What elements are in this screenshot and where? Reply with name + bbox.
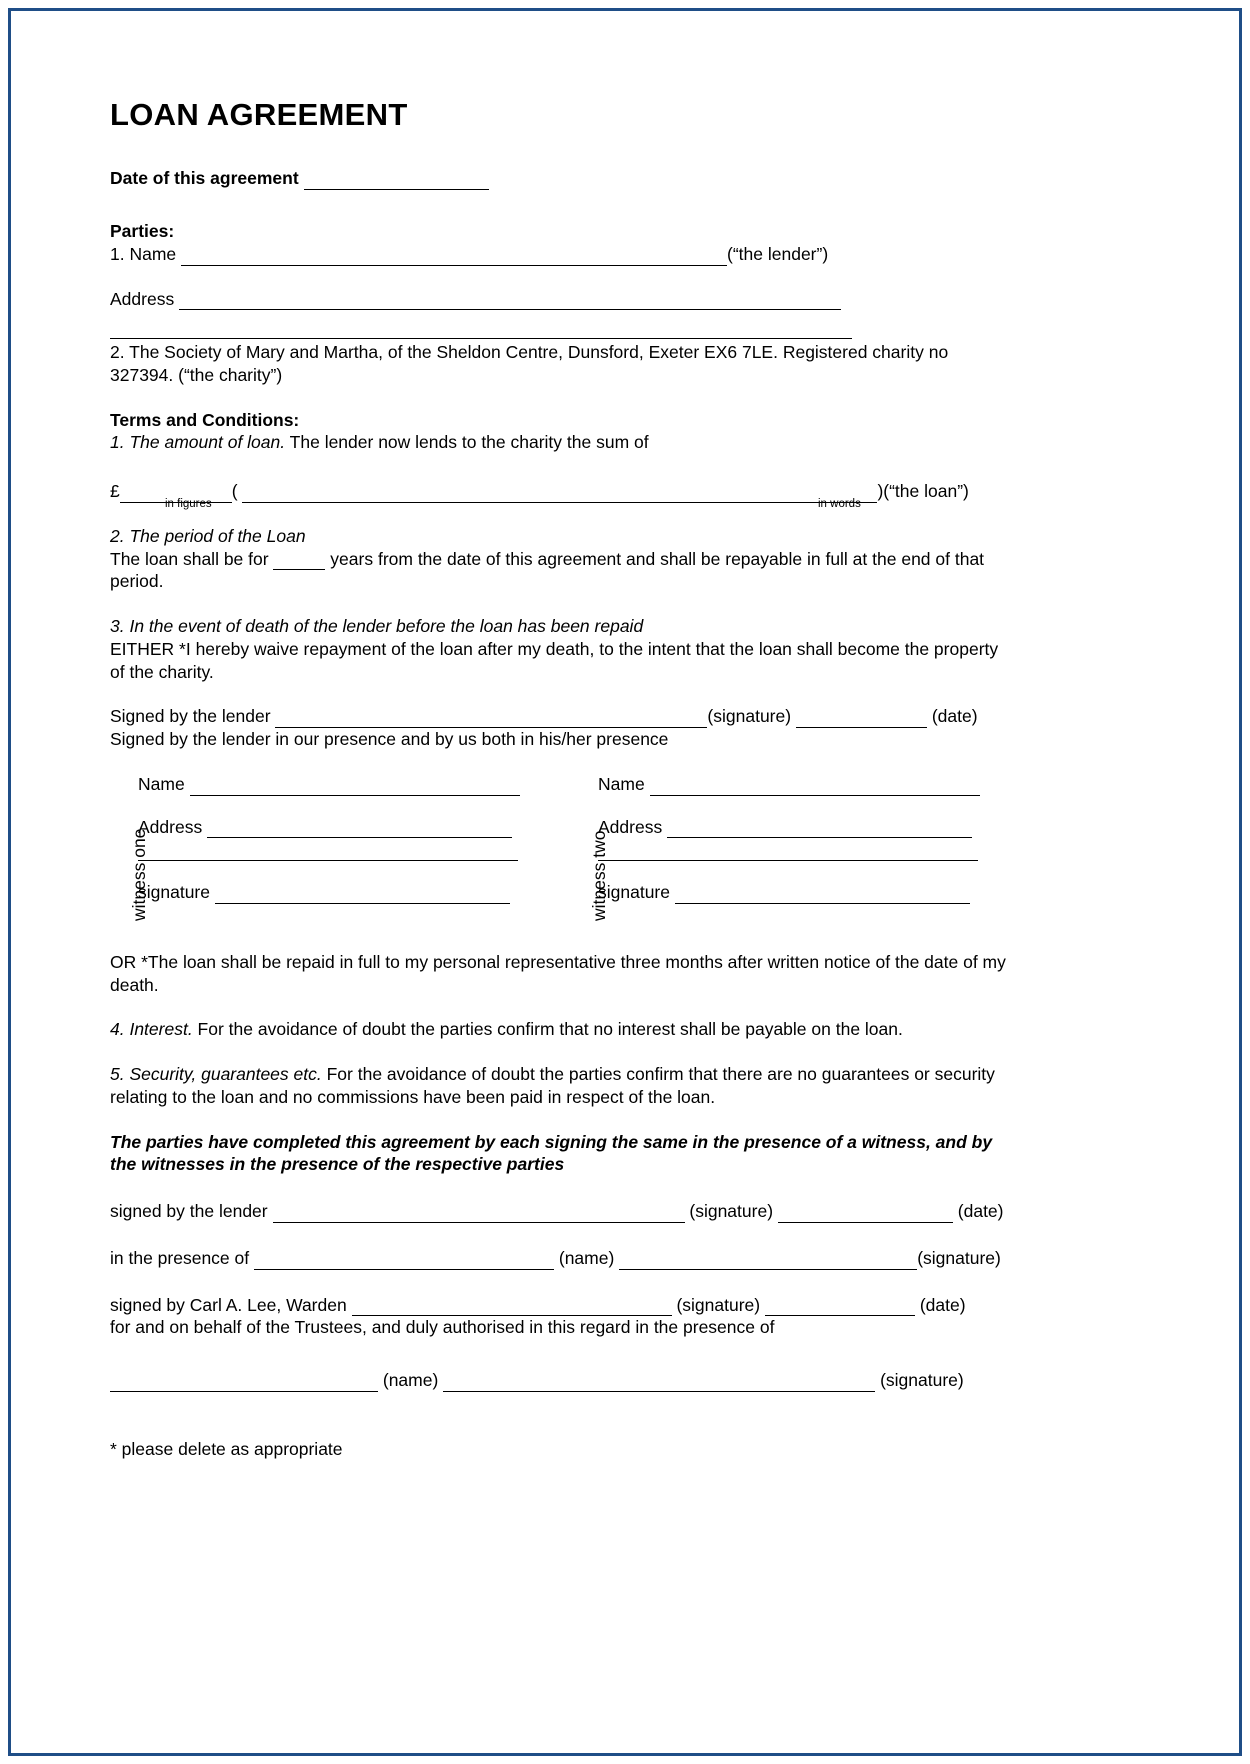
witness-one-address-blank-2[interactable]	[138, 858, 518, 861]
amount-in-words-blank[interactable]	[242, 485, 877, 503]
lender-date-blank[interactable]	[796, 710, 927, 728]
final-signature-caption-2: (signature)	[917, 1247, 1001, 1268]
clause-2-body-part1: The loan shall be for	[110, 548, 274, 569]
lender-address-blank-1[interactable]	[179, 293, 841, 311]
witness-one-name-row	[138, 773, 548, 796]
in-presence-signature-blank[interactable]	[619, 1252, 917, 1270]
witness-two-address-blank-1[interactable]	[667, 821, 972, 839]
clause-5-title: 5. Security, guarantees etc.	[110, 1064, 322, 1085]
witness-two-signature-label: signature	[598, 882, 670, 903]
party-one-name-line	[110, 243, 1010, 266]
witness-two-name-row	[598, 773, 1008, 796]
completion-statement: The parties have completed this agreement by each signing the same in the presence of a witness, and by the witnesses in the presence of the respective parties	[110, 1131, 993, 1175]
signature-caption: (signature)	[707, 706, 792, 727]
lender-address-label: Address	[110, 288, 175, 309]
witness-one-name-label: Name	[138, 773, 185, 794]
in-words-caption: in words	[818, 498, 861, 511]
open-paren: (	[231, 481, 238, 502]
party-one-suffix: (“the lender”)	[727, 243, 829, 264]
footnote-text: * please delete as appropriate	[110, 1438, 343, 1459]
witness-one-signature-blank[interactable]	[215, 886, 510, 904]
clause-2-body-part2: years from the date of this agreement and shall be repayable in full at the end of that period.	[110, 548, 985, 592]
in-figures-caption: in figures	[165, 498, 212, 511]
witness-intro-text: Signed by the lender in our presence and by us both in his/her presence	[110, 729, 669, 750]
party-one-name-blank[interactable]	[181, 248, 727, 266]
in-presence-name-blank[interactable]	[254, 1252, 554, 1270]
witness-two-signature-blank[interactable]	[675, 886, 970, 904]
final-signed-by-lender-row	[110, 1200, 1010, 1223]
signed-by-lender-line	[110, 705, 1010, 728]
witness-two-address-row	[598, 816, 1008, 839]
clause-5-body: For the avoidance of doubt the parties confirm that there are no guarantees or security relating to the loan and no commissions have been paid in respect of the loan.	[110, 1064, 995, 1107]
clause-4-title: 4. Interest.	[110, 1019, 193, 1040]
witness-one-fields	[138, 773, 548, 924]
signed-warden-row	[110, 1294, 1010, 1317]
document-body	[110, 95, 1010, 1461]
clause-1-body: The lender now lends to the charity the sum of	[285, 432, 649, 453]
or-clause-text: OR *The loan shall be repaid in full to my personal representative three months after written notice of the date of my death.	[110, 951, 1006, 995]
clause-3-title: 3. In the event of death of the lender before the loan has been repaid	[110, 616, 644, 637]
in-presence-of-row	[110, 1247, 1010, 1270]
final-signature-caption-4: (signature)	[880, 1370, 964, 1391]
final-signed-by-lender-label: signed by the lender	[110, 1201, 268, 1222]
date-of-agreement-blank[interactable]	[304, 172, 489, 190]
witness-two-name-label: Name	[598, 773, 645, 794]
close-paren: )	[877, 481, 884, 502]
party-one-name-label: 1. Name	[110, 243, 177, 264]
clause-3-body: EITHER *I hereby waive repayment of the loan after my death, to the intent that the loan shall become the property of the charity.	[110, 638, 999, 682]
final-date-caption-2: (date)	[919, 1294, 966, 1315]
lender-address-blank-2[interactable]	[110, 336, 852, 339]
final-lender-date-blank[interactable]	[778, 1205, 953, 1223]
date-caption: (date)	[931, 706, 978, 727]
final-date-caption-1: (date)	[957, 1201, 1004, 1222]
clause-5-security	[110, 1063, 1010, 1109]
party-two-text: 2. The Society of Mary and Martha, of the Sheldon Centre, Dunsford, Exeter EX6 7LE. Registered charity no 327394. (“the charity”)	[110, 342, 949, 385]
witness-one-name-blank[interactable]	[190, 778, 520, 796]
lender-address-line	[110, 288, 1010, 311]
witness-one-address-label: Address	[138, 816, 203, 837]
currency-symbol: £	[110, 481, 120, 502]
witness-one-address-blank-1[interactable]	[207, 821, 512, 839]
final-signature-caption-1: (signature)	[689, 1201, 774, 1222]
in-presence-of-label: in the presence of	[110, 1247, 250, 1268]
clause-1-title: 1. The amount of loan.	[110, 432, 286, 453]
warden-note-text: for and on behalf of the Trustees, and duly authorised in this regard in the presence of	[110, 1317, 775, 1338]
lender-signature-blank[interactable]	[275, 710, 707, 728]
witness-one-signature-label: signature	[138, 882, 210, 903]
name-caption-1: (name)	[558, 1247, 615, 1268]
witness-block	[110, 773, 1010, 933]
date-of-agreement-label: Date of this agreement	[110, 168, 299, 189]
loan-years-blank[interactable]	[273, 553, 325, 571]
clause-2-body	[110, 548, 1010, 594]
signed-by-lender-label: Signed by the lender	[110, 706, 271, 727]
signed-warden-label: signed by Carl A. Lee, Warden	[110, 1294, 347, 1315]
date-of-agreement-line	[110, 167, 1010, 190]
witness-two-name-blank[interactable]	[650, 778, 980, 796]
final-lender-signature-blank[interactable]	[273, 1205, 685, 1223]
witness-two-address-label: Address	[598, 816, 663, 837]
warden-signature-blank[interactable]	[352, 1299, 672, 1317]
parties-heading: Parties:	[110, 221, 175, 242]
witness-two-signature-row	[598, 881, 1008, 904]
page-title: LOAN AGREEMENT	[110, 97, 408, 132]
loan-suffix: (“the loan”)	[883, 481, 969, 502]
final-signature-caption-3: (signature)	[676, 1294, 761, 1315]
final-witness-signature-blank[interactable]	[443, 1374, 875, 1392]
witness-two-address-blank-2[interactable]	[598, 858, 978, 861]
clause-4-body: For the avoidance of doubt the parties confirm that no interest shall be payable on the loan.	[192, 1019, 903, 1040]
loan-amount-line	[110, 480, 1010, 511]
clause-1-amount-of-loan	[110, 431, 1010, 454]
name-caption-2: (name)	[382, 1370, 439, 1391]
final-witness-name-blank[interactable]	[110, 1374, 378, 1392]
witness-one-address-row	[138, 816, 548, 839]
terms-heading: Terms and Conditions:	[110, 409, 300, 430]
witness-one-label: witness one	[129, 828, 149, 921]
clause-4-interest	[110, 1018, 1010, 1041]
witness-two-fields	[598, 773, 1008, 924]
clause-2-title: 2. The period of the Loan	[110, 525, 306, 546]
witness-one-signature-row	[138, 881, 548, 904]
witness-two-label: witness two	[589, 830, 609, 921]
final-witness-row	[110, 1369, 1010, 1392]
warden-date-blank[interactable]	[765, 1299, 915, 1317]
